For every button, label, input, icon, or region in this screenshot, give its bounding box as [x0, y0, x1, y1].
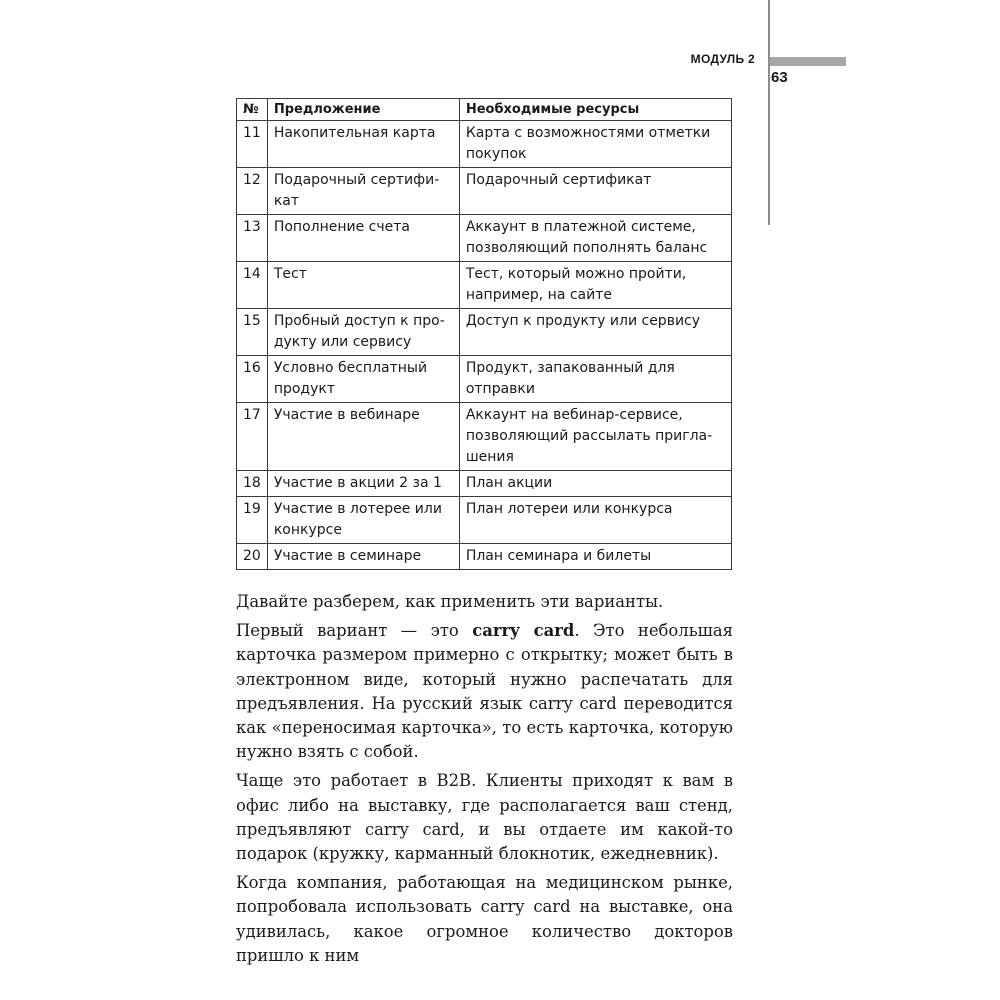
row-number: 17: [237, 403, 268, 471]
header-accent-bar: [770, 57, 846, 66]
row-number: 18: [237, 471, 268, 497]
row-number: 11: [237, 121, 268, 168]
row-resources: Доступ к продукту или сервису: [459, 309, 731, 356]
table-row: [237, 309, 732, 356]
header-vertical-rule: [768, 0, 770, 225]
column-header-offer: Предложение: [267, 99, 459, 121]
row-number: 19: [237, 497, 268, 544]
row-number: 14: [237, 262, 268, 309]
row-number: 12: [237, 168, 268, 215]
table-row: [237, 121, 732, 168]
table-row: [237, 544, 732, 570]
table-row: [237, 471, 732, 497]
row-resources: Продукт, запакованный для отправки: [459, 356, 731, 403]
row-offer: Условно бесплатный продукт: [267, 356, 459, 403]
table-row: [237, 168, 732, 215]
table-row: [237, 497, 732, 544]
table-header-row: [237, 99, 732, 121]
term-carry-card: carry card: [472, 621, 575, 641]
table-row: [237, 356, 732, 403]
paragraph-intro: Давайте разберем, как применить эти варианты.: [236, 592, 664, 611]
paragraph-text: . Это небольшая карточка размером примерно с открытку; может быть в электронном виде, который нужно распечатать для предъявления. На русский язык carry card переводится как «переносимая карточка», то есть карточка, которую нужно взять с собой.: [236, 621, 733, 762]
running-header-module: МОДУЛЬ 2: [690, 52, 755, 66]
row-offer: Пробный доступ к продукту или сервису: [267, 309, 459, 356]
paragraph-medical-case: Когда компания, работающая на медицинском рынке, попробовала использовать carry card на выставке, она удивилась, какое огромное количество докторов пришло к ним: [236, 873, 733, 965]
row-offer: Участие в лотерее или конкурсе: [267, 497, 459, 544]
paragraph-carry-card: [236, 619, 733, 764]
row-resources: Аккаунт в платежной системе, позволяющий пополнять баланс: [459, 215, 731, 262]
paragraph-text: Первый вариант — это: [236, 621, 473, 641]
row-number: 16: [237, 356, 268, 403]
row-resources: Аккаунт на вебинар-сервисе, позволяющий рассылать приглашения: [459, 403, 731, 471]
table-row: [237, 403, 732, 471]
row-offer: Подарочный сертификат: [267, 168, 459, 215]
row-resources: План акции: [459, 471, 731, 497]
column-header-number: №: [237, 99, 268, 121]
row-offer: Участие в вебинаре: [267, 403, 459, 471]
row-resources: Подарочный сертификат: [459, 168, 731, 215]
offers-table: [236, 98, 732, 570]
body-text: [236, 590, 733, 973]
row-offer: Пополнение счета: [267, 215, 459, 262]
row-number: 20: [237, 544, 268, 570]
row-resources: Тест, который можно пройти, например, на сайте: [459, 262, 731, 309]
paragraph-b2b: Чаще это работает в B2B. Клиенты приходят к вам в офис либо на выставку, где располагается ваш стенд, предъявляют carry card, и вы отдаете им какой-то подарок (кружку, карманный блокнотик, ежедневник).: [236, 771, 733, 864]
table-row: [237, 262, 732, 309]
column-header-resources: Необходимые ресурсы: [459, 99, 731, 121]
row-offer: Накопительная карта: [267, 121, 459, 168]
row-resources: Карта с возможностями отметки покупок: [459, 121, 731, 168]
row-number: 13: [237, 215, 268, 262]
row-offer: Тест: [267, 262, 459, 309]
table-row: [237, 215, 732, 262]
row-number: 15: [237, 309, 268, 356]
row-offer: Участие в акции 2 за 1: [267, 471, 459, 497]
row-resources: План лотереи или конкурса: [459, 497, 731, 544]
page-number: 63: [771, 69, 788, 86]
row-resources: План семинара и билеты: [459, 544, 731, 570]
row-offer: Участие в семинаре: [267, 544, 459, 570]
